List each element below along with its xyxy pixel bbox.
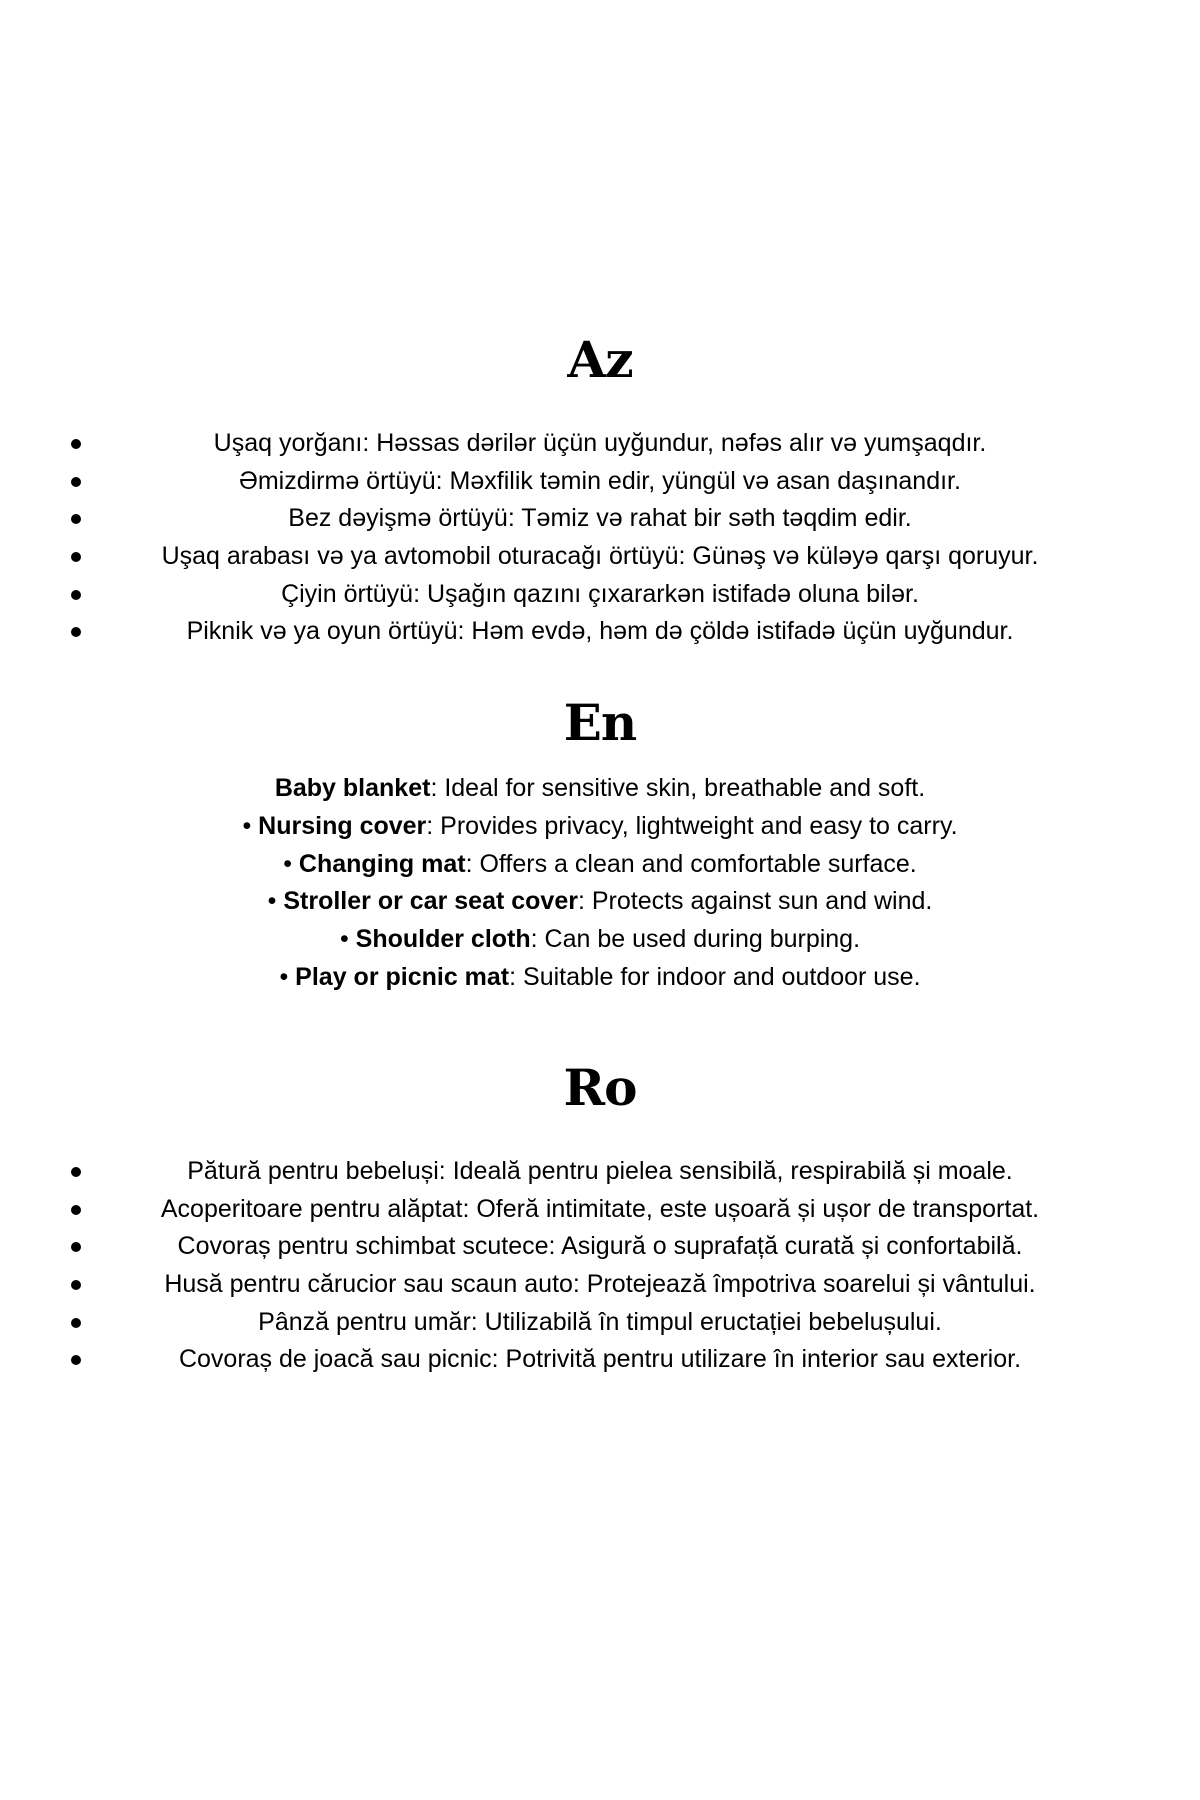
list-item-term: Play or picnic mat <box>295 962 510 991</box>
list-item-text: Bez dəyişmə örtüyü: Təmiz və rahat bir səth təqdim edir. <box>288 504 912 533</box>
list-item <box>60 538 1140 576</box>
list-item-text: Acoperitoare pentru alăptat: Oferă intimitate, este ușoară și ușor de transportat. <box>160 1194 1040 1223</box>
list-item-prefix: • <box>279 962 296 991</box>
bullet-icon <box>71 627 81 637</box>
bullet-icon <box>71 1318 81 1328</box>
list-item-text: Uşaq yorğanı: Həssas dərilər üçün uyğundur, nəfəs alır və yumşaqdır. <box>213 429 987 457</box>
bullet-icon <box>71 1355 81 1365</box>
list-item-prefix: • <box>339 925 356 954</box>
list-item <box>60 1191 1140 1229</box>
list-item-term: Changing mat <box>298 849 466 878</box>
bullet-icon <box>71 1205 81 1215</box>
list-item-text: Əmizdirmə örtüyü: Məxfilik təmin edir, yüngül və asan daşınandır. <box>239 466 961 495</box>
list-item-desc: : Ideal for sensitive skin, breathable and soft. <box>430 774 926 802</box>
bullet-icon <box>71 514 81 524</box>
list-item-term: Shoulder cloth <box>355 925 531 954</box>
list-item-desc: : Can be used during burping. <box>530 925 861 954</box>
section-heading-az: Az <box>567 330 633 389</box>
bullet-icon <box>71 552 81 562</box>
list-item <box>0 808 1200 846</box>
list-item <box>60 463 1140 501</box>
list-item-term: Nursing cover <box>258 811 427 840</box>
list-item <box>60 613 1140 651</box>
list-item-desc: : Provides privacy, lightweight and easy to carry. <box>426 811 958 840</box>
bullet-icon <box>71 439 81 449</box>
bullet-icon <box>71 477 81 487</box>
list-item <box>0 846 1200 884</box>
list-item <box>60 425 1140 463</box>
list-item-prefix: • <box>283 849 299 878</box>
ro-bullet-list <box>60 1153 1140 1379</box>
list-item <box>0 959 1200 997</box>
list-item-text: Uşaq arabası və ya avtomobil oturacağı örtüyü: Günəş və küləyə qarşı qoruyur. <box>161 542 1039 571</box>
list-item <box>60 1304 1140 1342</box>
list-item-desc: : Offers a clean and comfortable surface. <box>465 849 917 878</box>
list-item <box>0 921 1200 959</box>
list-item <box>60 1266 1140 1304</box>
bullet-icon <box>71 1167 81 1177</box>
list-item-text: Covoraș de joacă sau picnic: Potrivită pentru utilizare în interior sau exterior. <box>178 1345 1022 1374</box>
section-heading-ro: Ro <box>563 1058 637 1117</box>
az-bullet-list <box>60 425 1140 651</box>
list-item <box>60 1153 1140 1191</box>
bullet-icon <box>71 1242 81 1252</box>
en-feature-list <box>0 770 1200 997</box>
list-item-text: Çiyin örtüyü: Uşağın qazını çıxararkən istifadə oluna bilər. <box>281 579 919 608</box>
list-item-text: Piknik və ya oyun örtüyü: Həm evdə, həm də çöldə istifadə üçün uyğundur. <box>186 617 1014 646</box>
list-item-text: Pătură pentru bebeluși: Ideală pentru pielea sensibilă, respirabilă și moale. <box>187 1157 1013 1185</box>
list-item-text: Covoraș pentru schimbat scutece: Asigură o suprafață curată și confortabilă. <box>177 1232 1023 1261</box>
list-item-term: Baby blanket <box>274 774 431 802</box>
list-item <box>0 770 1200 808</box>
section-heading-en: En <box>563 693 637 752</box>
list-item-prefix: • <box>267 887 284 916</box>
list-item-term: Stroller or car seat cover <box>283 887 578 916</box>
list-item-text: Husă pentru cărucior sau scaun auto: Protejează împotriva soarelui și vântului. <box>164 1270 1036 1299</box>
list-item <box>60 500 1140 538</box>
list-item <box>0 883 1200 921</box>
list-item <box>60 1228 1140 1266</box>
list-item <box>60 1341 1140 1379</box>
bullet-icon <box>71 590 81 600</box>
bullet-icon <box>71 1280 81 1290</box>
list-item-prefix: • <box>242 811 259 840</box>
list-item <box>60 576 1140 614</box>
list-item-text: Pânză pentru umăr: Utilizabilă în timpul eructației bebelușului. <box>258 1307 942 1336</box>
list-item-desc: : Protects against sun and wind. <box>577 887 933 916</box>
list-item-desc: : Suitable for indoor and outdoor use. <box>509 962 921 991</box>
